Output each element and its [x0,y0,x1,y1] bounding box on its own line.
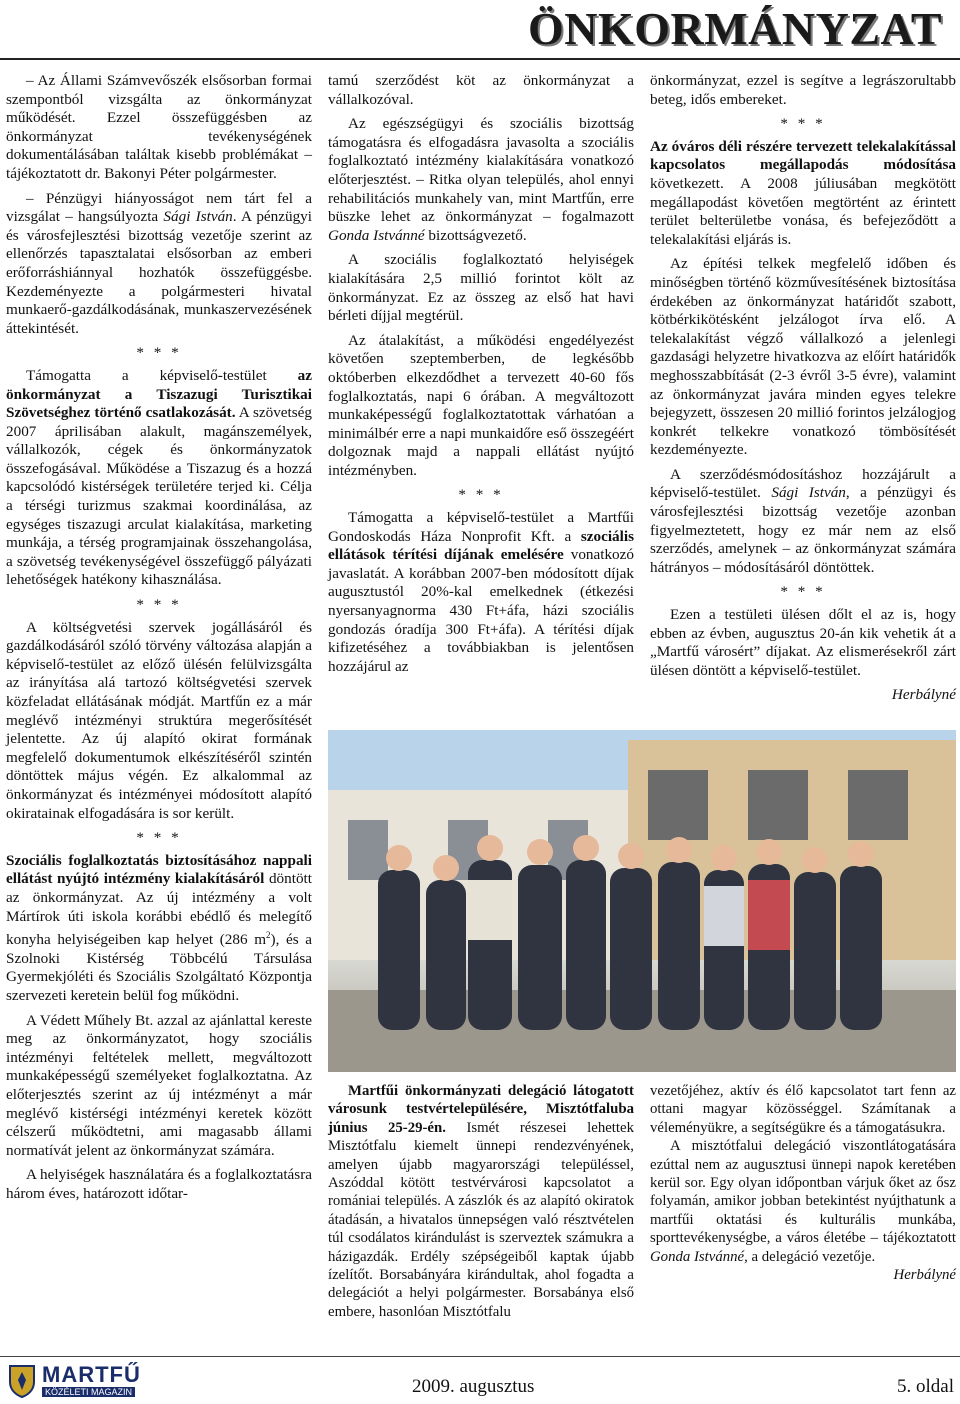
paragraph: – Pénzügyi hiányosságot nem tárt fel a vizsgálat – hangsúlyozta Sági István. A pénzügyi és városfejlesztési bizottság vezetője szerint az ellenőrzés tapasztalatai elsősorban az emberi erőforráshiánnyal hozhatók összefüggésbe. Kezdeményezte a polgármesteri hivatal munkaerő-gazdálkodásának, munkaszervezésének áttekintését. [6,189,312,337]
paragraph: A szociális foglalkoztató helyiségek kialakítására 2,5 millió forintot költ az önkormányzat. Ez az összeg az első hat havi bérleti díjjal megtérül. [328,251,634,325]
group-photo-icon [328,730,956,1072]
paragraph: A helyiségek használatára és a foglalkoztatásra három éves, határozott időtar- [6,1166,312,1202]
magazine-logo [8,1362,158,1400]
paragraph: önkormányzat, ezzel is segítve a legrászorultabb beteg, idős embereket. [650,72,956,108]
paragraph: A Védett Műhely Bt. azzal az ajánlattal kereste meg az önkormányzatot, hogy szociális intézményi feltételek mellett, megváltozott munkaképességű személyeket foglalkoztatna. Az előterjesztés szerint az új intézményt a már meglévő kistérségi intézményi keretek között célszerű működtetni, ami magasabb állami normatívát jelent az önkormányzat számára. [6,1011,312,1159]
column-1 [6,72,312,1210]
paragraph: Az építési telkek megfelelő időben és minőségben történő közművesítésének biztosítása érdekében az önkormányzat határidőt szabott, kötbérkikötésként jelzálogot írva elő. A telekalakítást végző vállalkozó a jelenlegi gazdasági helyzetre hivatkozva az előírt határidők meghosszabbítását (2-3 évről 3-5 évre), valamint az önkormányzat javára minden egyes telekre bejegyzett, összesen 20 millió forintos jelzálogjog konkrét telkekre vonatkozó tömbösítését kezdeményezte. [650,255,956,459]
paragraph: – Az Állami Számvevőszék elsősorban formai szempontból vizsgálta az önkormányzat működését. Ezzel összefüggésben az önkormányzat tevékenységének dokumentálásában találtak kisebb problémákat – tájékoztatott dr. Bakonyi Péter polgármester. [6,72,312,182]
issue-date: 2009. augusztus [412,1376,535,1397]
paragraph: A misztótfalui delegáció viszontlátogatására ezúttal nem az augusztusi ünnepi napok keretében kerül sor. Egy olyan időpontban várjuk őket az ősz folyamán, amikor jobban betekintést nyújthatunk a martfűi oktatási és kulturális munkába, sporttevékenységbe, a város életébe – tájékoztatott Gonda Istvánné, a delegáció vezetője. [650,1138,956,1265]
paragraph: Az óváros déli részére tervezett telekalakítással kapcsolatos megállapodás módosítása következett. A 2008 júliusában megkötött megállapodást követően megtörtént az érintett terület belterületbe vonása, és befejeződött a telekalakítási eljárás is. [650,137,956,248]
paragraph: Az egészségügyi és szociális bizottság támogatásra és elfogadásra javasolta a szociális foglalkoztató intézmény kialakítására vonatkozó előterjesztést. – Ritka olyan település, ahol ennyi rehabilitációs munkahely van, mint Martfűn, erre büszke lehet az önkormányzat – fogalmazott Gonda Istvánné bizottságvezető. [328,115,634,244]
section-separator: * * * [136,596,182,614]
header-divider [0,58,960,60]
paragraph: A szerződésmódosításhoz hozzájárult a képviselő-testület. Sági István, a pénzügyi és városfejlesztési bizottság vezetője azonban figyelmeztetett, hogy ez már nem az első szerződés, amelynek – az önkormányzat számára hátrányos – módosításáról döntöttek. [650,465,956,576]
section-separator: * * * [780,583,826,601]
section-separator: * * * [136,829,182,847]
author-signature: Herbályné [893,1267,956,1284]
section-separator: * * * [136,344,182,362]
paragraph: A költségvetési szervek jogállásáról és gazdálkodásáról szóló törvény változása alapján a képviselő-testület az előző ülésén felülvizsgálta az irányítása alá tartozó költségvetési szervek közfeladat ellátásának módját. Martfűn ez a már meglévő intézményi struktúra megerősítését jelentette. Az új alapító okirat formának megfelelő dokumentumok elkészítéséről szintén döntöttek május végén. Ez alkalommal az önkormányzat és intézményei módosított alapító okiratainak elfogadására is sor került. [6,618,312,822]
author-signature: Herbályné [891,686,956,704]
paragraph: Támogatta a képviselő-testület az önkormányzat a Tiszazugi Turisztikai Szövetséghez történő csatlakozását. A szövetség 2007 áprilisában alakult, magánszemélyek, vállalkozók, cégek és önkormányzatok összefogásával. Működése a Tiszazug és a hozzá kapcsolódó kistérségek területére terjed ki. Célja a térségi turizmus szakmai koordinálása, az egységes tiszazugi arculat kialakítása, marketing munkája, a térség programjainak összehangolása, a szövetség tevékenységével összefüggő pályázati lehetőségek hatékony kihasználása. [6,366,312,589]
paragraph: Támogatta a képviselő-testület a Martfűi Gondoskodás Háza Nonprofit Kft. a szociális ellátások térítési díjának emelésére vonatkozó javaslatát. A korábban 2007-ben módosított díjak augusztustól 20%-kal emelkednek (étkezési nyersanyagnorma 430 Ft+áfa, házi szociális gondozás óradíja 300 Ft+áfa). A térítési díjak kifizetéséhez a továbbiakban is jelentősen hozzájárul az [328,509,634,675]
paragraph: Ezen a testületi ülésen dőlt el az is, hogy ebben az évben, augusztus 20-án kik vehetik át a „Martfű városért” díjakat. Az elismerésekről zárt ülésen döntött a képviselő-testület. [650,606,956,679]
section-separator: * * * [458,486,504,504]
paragraph: tamú szerződést köt az önkormányzat a vállalkozóval. [328,72,634,108]
paragraph: Martfűi önkormányzati delegáció látogatott városunk testvértelepülésére, Misztótfaluba június 25-29-én. Ismét részesei lehettek Misztótfalu kiemelt ünnepi rendezvényének, amelyen újabb magyarországi településsel, Aszóddal kötött testvérvárosi kapcsolatot a romániai település. A zászlók és az alapító okiratok átadásán, a hivatalos ünnepségen való résztvételen túl csodálatos kirándulást is szerveztek számukra a házigazdák. Erdély szépségeiből kaptak újabb ízelítőt. Borsabányára kirándultak, ahol fogadta a delegációt a helyi polgármester. Borsabánya első embere, hasonlóan Misztótfalu [328,1083,634,1320]
photo-caption [328,1082,634,1321]
paragraph: Szociális foglalkoztatás biztosításához nappali ellátást nyújtó intézmény kialakításáról döntött az önkormányzat. Az új intézmény a volt Mártírok úti iskola korábbi ebédlő és melegítő konyha helyiségeiben kap helyet (286 $m^2$), és a Szolnoki Kistérség Többcélú Társulása Gyermekjóléti és Szociális Szolgáltató Központja szervezeti keretein belül fog működni. [6,851,313,1004]
section-separator: * * * [780,115,826,133]
footer-divider [0,1356,960,1357]
page-number: 5. oldal [897,1376,954,1397]
group-photo [328,730,956,1072]
logo-subtitle: KÖZÉLETI MAGAZIN [42,1387,135,1397]
paragraph: vezetőjéhez, aktív és élő kapcsolatot tart fenn az ottani magyar közösséggel. Számítanak a véleményükre, a segítségükre és a támogatásukra. [650,1083,956,1136]
column-2 [328,72,634,682]
column-3 [650,72,956,705]
page-title: ÖNKORMÁNYZAT [527,3,942,54]
photo-caption-continued [650,1082,956,1284]
paragraph: Az átalakítást, a működési engedélyezést követően szeptemberben, de legkésőbb októberben elkezdődhet a tervezett 40-60 fős foglalkoztatás, napi 6 órában. A megváltozott munkaképességű foglalkoztatottak várhatóan a minimálbér erre a napi munkaidőre eső összegéért dolgoznak majd a nappali ellátást nyújtó intézményben. [328,331,634,479]
shield-icon [8,1364,36,1398]
logo-name: MARTFŰ [42,1362,141,1387]
